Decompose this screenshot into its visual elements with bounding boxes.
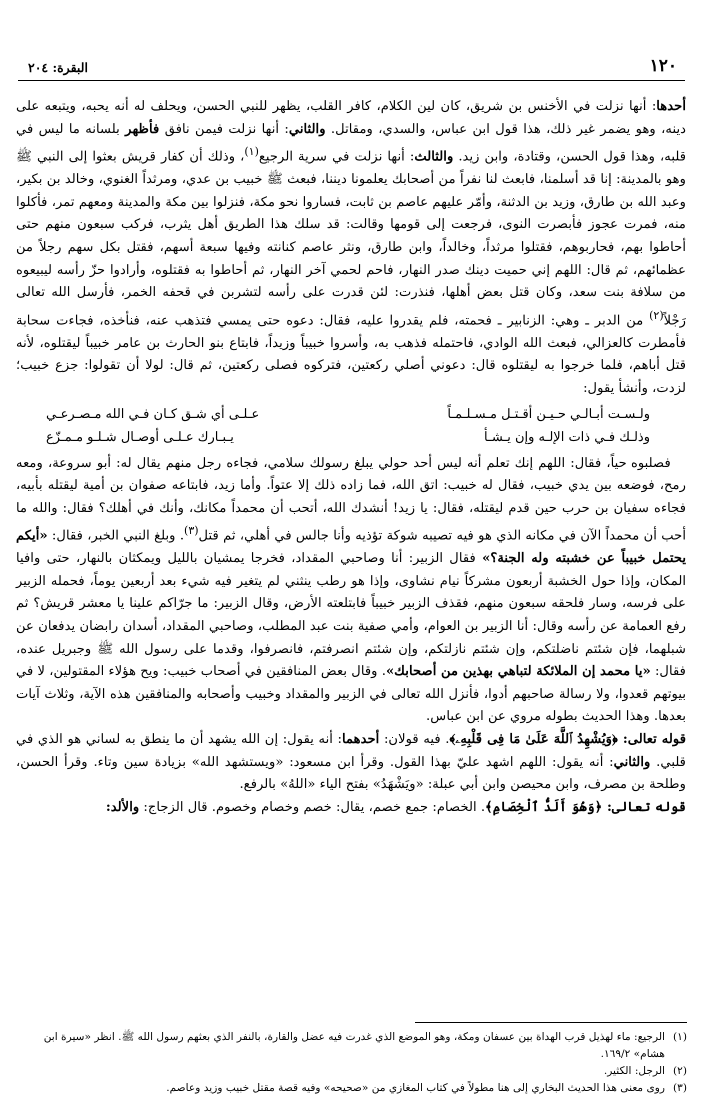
hadith-quote: «أيكم يحتمل خبيباً عن خشبته وله الجنة؟» <box>16 528 686 567</box>
second-opinion-label: والثاني <box>288 121 326 137</box>
third-opinion-label: والثالث <box>414 149 454 165</box>
quran-verse-heading: قوله تعالى: ﴿وَهُوَ أَلَدُّ ٱلْخِصَامِ﴾ <box>485 799 686 815</box>
poem-line <box>16 403 686 426</box>
footnote: (١) الرجيع: ماء لهذيل قرب الهداة بين عسفان ومكة، وهو الموضع الذي غدرت فيه عضل والقارة، بالنفر الذي بعثهم رسول الله ﷺ. انظر «سيرة ابن هشام» ١٦٩/٢. <box>43 1031 687 1060</box>
paragraph-second: فصلبوه حياً، فقال: اللهم إنك تعلم أنه ليس أحد حولي يبلغ رسولك سلامي، فجاءه رجل منهم يقال له: أبو سروعة، ومعه رمح، فوضعه بين يدي خبيب، فقال له خبيب: اتق الله، فما زاده ذلك إلا عتواً. وأما زيد، فابتاعه صفوان بن أمية ليقتله بأبيه، فجاءه سفيان بن حرب حين قدم ليقتله، فقال: يا زيد! أنشدك الله، أتحب أن محمداً مكانك، وأنك في أهلك؟ فقال: والله ما أحب أن محمداً الآن في مكانه الذي هو فيه تصيبه شوكة تؤذيه وأنا جالس في أهلي، ثم قتل$^{(٣)}$. وبلغ النبي الخبر، فقال: «أيكم يحتمل خبيباً عن خشبته وله الجنة؟» فقال الزبير: أنا وصاحبي المقداد، فخرجا يمشيان بالليل ويمكثان بالنهار، حتى وافيا المكان، وإذا حول الخشبة أربعون مشركاً نيام نشاوى، وإذا هو رطب ينثني لم يتغير فيه شيء بعد أربعين يوماً، فحمله الزبير على فرسه، وسار فلحقه سبعون منهم، فقذف الزبير خبيباً فابتلعته الأرض، وقال الزبير: ما جرّاكم علينا يا معشر قريش؟ ثم رفع العمامة عن رأسه وقال: أنا الزبير بن العوام، وأمي صفية بنت عبد المطلب، وصاحبي المقداد، أسدان رابضان يدفعان عن شبلهما، فإن شئتم ناضلتكم، وإن شئتم نازلتكم، وإن شئتم انصرفتم، فانصرفوا، وقدما على رسول الله ﷺ وجبريل عنده، فقال: «يا محمد إن الملائكة لتباهي بهذين من أصحابك». وقال بعض المنافقين في أصحاب خبيب: ويح هؤلاء المقتولين، لا في بيوتهم قعدوا، ولا رسالة صاحبهم أدوا، فأنزل الله تعالى في الزبير والمقداد وخبيب وأصحابه والمنافقين هذه الآية، وثلاث آيات بعدها. وهذا الحديث بطوله مروي عن ابن عباس. <box>16 455 686 725</box>
running-title: البقرة: ٢٠٤ <box>28 60 88 75</box>
poem-hemistich: عـلـى أي شـق كـان فـي الله مـصـرعـي <box>46 406 260 422</box>
poem-hemistich: يـبـارك عـلـى أوصـال شـلـو مـمـزّع <box>46 429 234 445</box>
hadith-quote: «يا محمد إن الملائكة لتباهي بهذين من أصحابك» <box>385 664 651 680</box>
first-opinion-label: أحدها <box>656 99 686 114</box>
quran-verse-heading: قوله تعالى: ﴿وَيُشْهِدُ ٱللَّهَ عَلَىٰ مَا فِى قَلْبِهِۦ﴾ <box>449 732 686 748</box>
poem-hemistich: ولـسـت أبـالـي حـيـن أقـتـل مـسـلـمـاً <box>447 406 650 422</box>
paragraph-first: أحدها: أنها نزلت في الأخنس بن شريق، كان لين الكلام، كافر القلب، يظهر للنبي الحسن، ويحلف له أنه يحبه، ويتبعه على دينه، وهو يضمر غير ذلك، هذا قول ابن عباس، والسدي، ومقاتل. والثاني: أنها نزلت فيمن نافق فأظهر بلسانه ما ليس في قلبه، وهذا قول الحسن، وقتادة، وابن زيد. والثالث: أنها نزلت في سرية الرجيع$^{(١)}$، وذلك أن كفار قريش بعثوا إلى النبي ﷺ وهو بالمدينة: إنا قد أسلمنا، فابعث لنا نفراً من أصحابك يعلمونا ديننا، فبعث ﷺ خبيب بن عدي، ومرثداً الغنوي، وخالد بن بكير، وعبد الله بن طارق، وزيد بن الدثنة، وأمّر عليهم عاصم بن ثابت، فساروا نحو مكة، فنزلوا بين مكة والمدينة ومعهم تمر، فأكلوا منه، فمرت عجوز فأبصرت النوى، فرجعت إلى قومها وقالت: قد سلك هذا الطريق أهل يثرب، فركب سبعون منهم حتى أحاطوا بهم، فحاربوهم، فقتلوا مرثداً، وخالداً، وابن طارق، ونثر عاصم كنانته وفيها سبعة أسهم، فقتل بكل سهم رجلاً من عظمائهم، ثم قال: اللهم إني حميت دينك صدر النهار، فاحم لحمي آخر النهار، ثم أحاطوا به فقتلوه، وأرادوا حزّ رأسه ليبيعوه من سلافة بنت سعد، وكان قتل بعض أهلها، فنذرت: لئن قدرت على رأسه لتشربن في قحفه الخمر، فأرسل الله تعالى رَجْلاً$^{(٢)}$ من الدبر ـ وهي: الزنابير ـ فحمته، فلم يقدروا عليه، فقال: دعوه حتى يمسي فتذهب عنه، فنأخذه، فجاءت سحابة فأمطرت كالعزالي، فبعث الله الوادي، فاحتمله فذهب به، وأسروا خبيباً وزيداً، فابتاع بنو الحارث بن عامر خبيباً ليقتلوه، لأنه قتل أباهم، فلما خرجوا به ليقتلوه قال: دعوني أصلي ركعتين، فتركوه فصلى ركعتين، ثم قال: لولا أن تقولوا: جزع خبيب؛ لزدت، وأنشأ يقول: <box>16 99 686 396</box>
footnote-ref-2[interactable]: (٢) <box>649 308 664 322</box>
footnote-divider <box>415 1022 687 1023</box>
page-number: ١٢٠ <box>649 56 677 76</box>
footnote-ref-1[interactable]: (١) <box>244 145 259 159</box>
footnotes <box>16 1029 687 1097</box>
page-header <box>18 58 685 81</box>
poem <box>16 403 686 449</box>
main-text <box>16 96 686 819</box>
poem-line <box>16 426 686 449</box>
footnote-ref-3[interactable]: (٣) <box>184 524 199 538</box>
paragraph-fourth: قوله تعالى: ﴿وَهُوَ أَلَدُّ ٱلْخِصَامِ﴾. الخصام: جمع خصم، يقال: خصم وخصام وخصوم. قال الزجاج: والألد: <box>105 799 686 815</box>
paragraph-third: قوله تعالى: ﴿وَيُشْهِدُ ٱللَّهَ عَلَىٰ مَا فِى قَلْبِهِۦ﴾. فيه قولان: أحدهما: أنه يقول: إن الله يشهد أن ما ينطق به لساني هو الذي في قلبي. والثاني: أنه يقول: اللهم اشهد عليّ بهذا القول. وقرأ ابن مسعود: «ويستشهد الله» بزيادة سين وتاء. وقرأ الحسن، وطلحة بن مصرف، وابن محيصن وابن أبي عبلة: «ويَشْهَدُ» بفتح الياء «اللهُ» بالرفع. <box>16 732 686 793</box>
footnote: (٢) الرجل: الكثير. <box>603 1065 687 1077</box>
poem-hemistich: وذلـك فـي ذات الإلـه وإن يـشـأ <box>484 429 650 445</box>
footnote: (٣) روى معنى هذا الحديث البخاري إلى هنا مطولاً في كتاب المغازي من «صحيحه» وفيه قصة مقتل خبيب وزيد وعاصم. <box>166 1082 687 1094</box>
